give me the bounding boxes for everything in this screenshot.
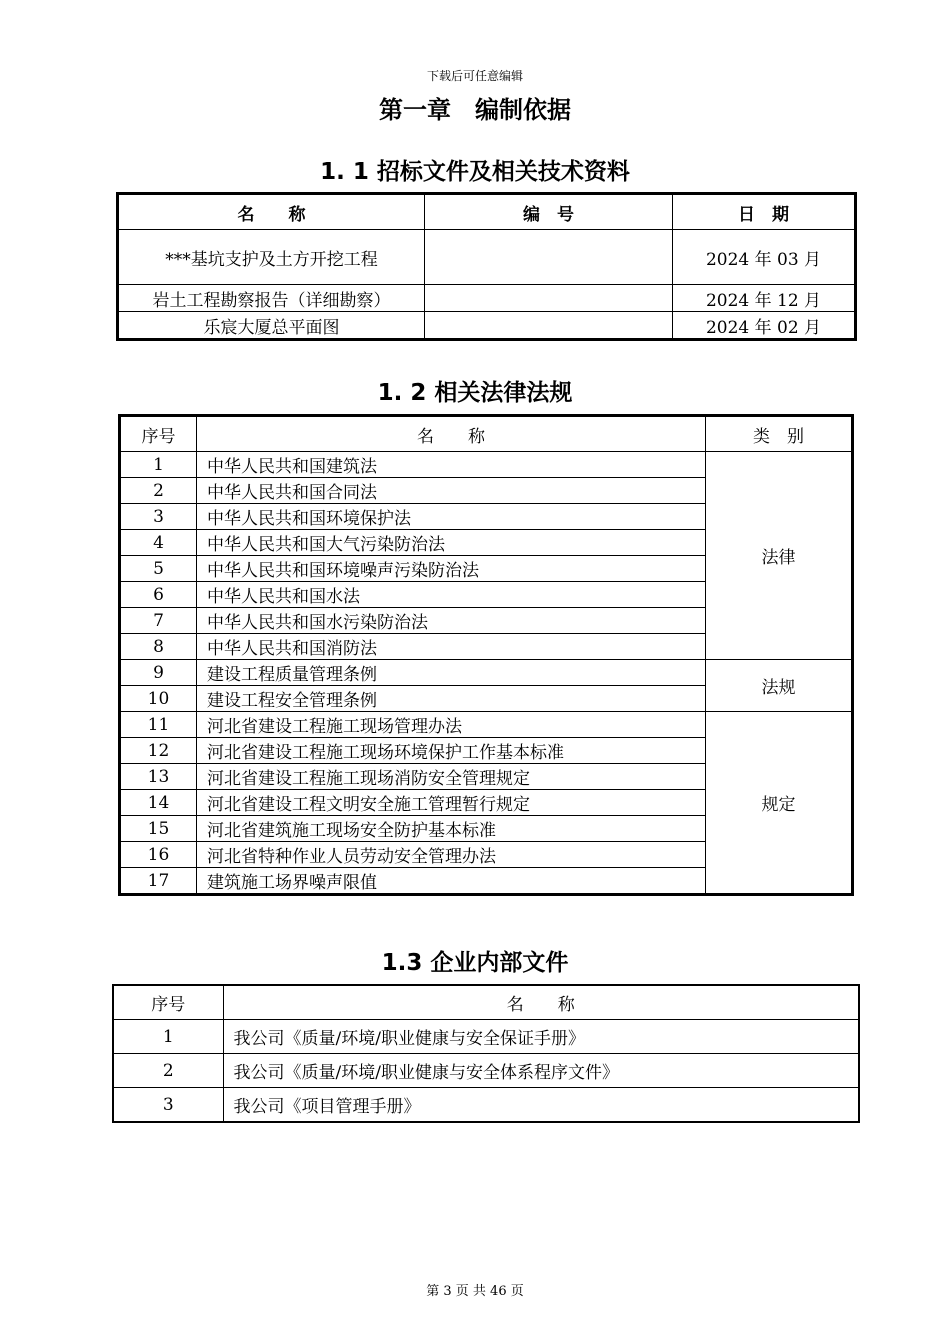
cell-name: 建设工程安全管理条例 [197, 686, 706, 712]
col-header-date: 日 期 [673, 195, 855, 230]
cell-category-regulation: 法规 [706, 660, 853, 712]
cell-no: 17 [120, 868, 197, 895]
cell-name: 中华人民共和国合同法 [197, 478, 706, 504]
section-3-title: 1.3 企业内部文件 [381, 950, 569, 976]
bidding-documents-table [118, 194, 855, 339]
cell-name: 中华人民共和国水污染防治法 [197, 608, 706, 634]
cell-date: 2024 年 12 月 [673, 285, 855, 312]
cell-name: 中华人民共和国水法 [197, 582, 706, 608]
internal-documents-table [112, 984, 860, 1123]
col-header-code: 编 号 [425, 195, 673, 230]
header-note: 下载后可任意编辑 [426, 69, 523, 83]
cell-code [425, 312, 673, 339]
cell-no: 6 [120, 582, 197, 608]
cell-no: 12 [120, 738, 197, 764]
cell-category-law: 法律 [706, 452, 853, 660]
cell-no: 4 [120, 530, 197, 556]
table-header-row [113, 985, 859, 1020]
cell-name: 中华人民共和国环境保护法 [197, 504, 706, 530]
cell-name: 河北省特种作业人员劳动安全管理办法 [197, 842, 706, 868]
cell-no: 1 [120, 452, 197, 478]
cell-no: 9 [120, 660, 197, 686]
cell-name: 河北省建设工程施工现场环境保护工作基本标准 [197, 738, 706, 764]
laws-regulations-table [118, 414, 854, 896]
table-row [120, 452, 853, 478]
cell-name: 中华人民共和国大气污染防治法 [197, 530, 706, 556]
table-row [119, 312, 855, 339]
cell-name: 中华人民共和国建筑法 [197, 452, 706, 478]
cell-code [425, 230, 673, 285]
table-row [120, 712, 853, 738]
cell-name: 我公司《项目管理手册》 [223, 1088, 859, 1123]
cell-name: 乐宸大厦总平面图 [119, 312, 425, 339]
col-header-name: 名 称 [223, 985, 859, 1020]
cell-name: 河北省建设工程文明安全施工管理暂行规定 [197, 790, 706, 816]
cell-no: 15 [120, 816, 197, 842]
table-row [120, 660, 853, 686]
cell-no: 3 [113, 1088, 223, 1123]
cell-name: 建设工程质量管理条例 [197, 660, 706, 686]
section-2-title: 1. 2 相关法律法规 [377, 380, 573, 406]
cell-name: 河北省建设工程施工现场消防安全管理规定 [197, 764, 706, 790]
table-row [119, 230, 855, 285]
cell-no: 8 [120, 634, 197, 660]
cell-no: 5 [120, 556, 197, 582]
cell-no: 16 [120, 842, 197, 868]
cell-name: 建筑施工场界噪声限值 [197, 868, 706, 895]
cell-name: 我公司《质量/环境/职业健康与安全体系程序文件》 [223, 1054, 859, 1088]
table-header-row [119, 195, 855, 230]
cell-date: 2024 年 03 月 [673, 230, 855, 285]
cell-name: 岩土工程勘察报告（详细勘察） [119, 285, 425, 312]
page-footer: 第 3 页 共 46 页 [426, 1284, 524, 1299]
chapter-title: 第一章 编制依据 [379, 96, 571, 124]
table-row [113, 1020, 859, 1054]
table-row [113, 1054, 859, 1088]
cell-no: 3 [120, 504, 197, 530]
cell-no: 14 [120, 790, 197, 816]
cell-no: 11 [120, 712, 197, 738]
cell-category-rule: 规定 [706, 712, 853, 895]
col-header-name: 名 称 [119, 195, 425, 230]
cell-code [425, 285, 673, 312]
cell-no: 2 [120, 478, 197, 504]
col-header-category: 类 别 [706, 416, 853, 452]
table-header-row [120, 416, 853, 452]
table-row [113, 1088, 859, 1123]
cell-date: 2024 年 02 月 [673, 312, 855, 339]
cell-name: ***基坑支护及土方开挖工程 [119, 230, 425, 285]
section-1-title: 1. 1 招标文件及相关技术资料 [320, 159, 630, 185]
cell-name: 河北省建设工程施工现场管理办法 [197, 712, 706, 738]
cell-no: 13 [120, 764, 197, 790]
col-header-no: 序号 [113, 985, 223, 1020]
cell-no: 2 [113, 1054, 223, 1088]
table-row [119, 285, 855, 312]
cell-no: 7 [120, 608, 197, 634]
cell-no: 10 [120, 686, 197, 712]
cell-name: 中华人民共和国环境噪声污染防治法 [197, 556, 706, 582]
cell-name: 中华人民共和国消防法 [197, 634, 706, 660]
col-header-name: 名 称 [197, 416, 706, 452]
cell-name: 河北省建筑施工现场安全防护基本标准 [197, 816, 706, 842]
col-header-no: 序号 [120, 416, 197, 452]
cell-no: 1 [113, 1020, 223, 1054]
cell-name: 我公司《质量/环境/职业健康与安全保证手册》 [223, 1020, 859, 1054]
